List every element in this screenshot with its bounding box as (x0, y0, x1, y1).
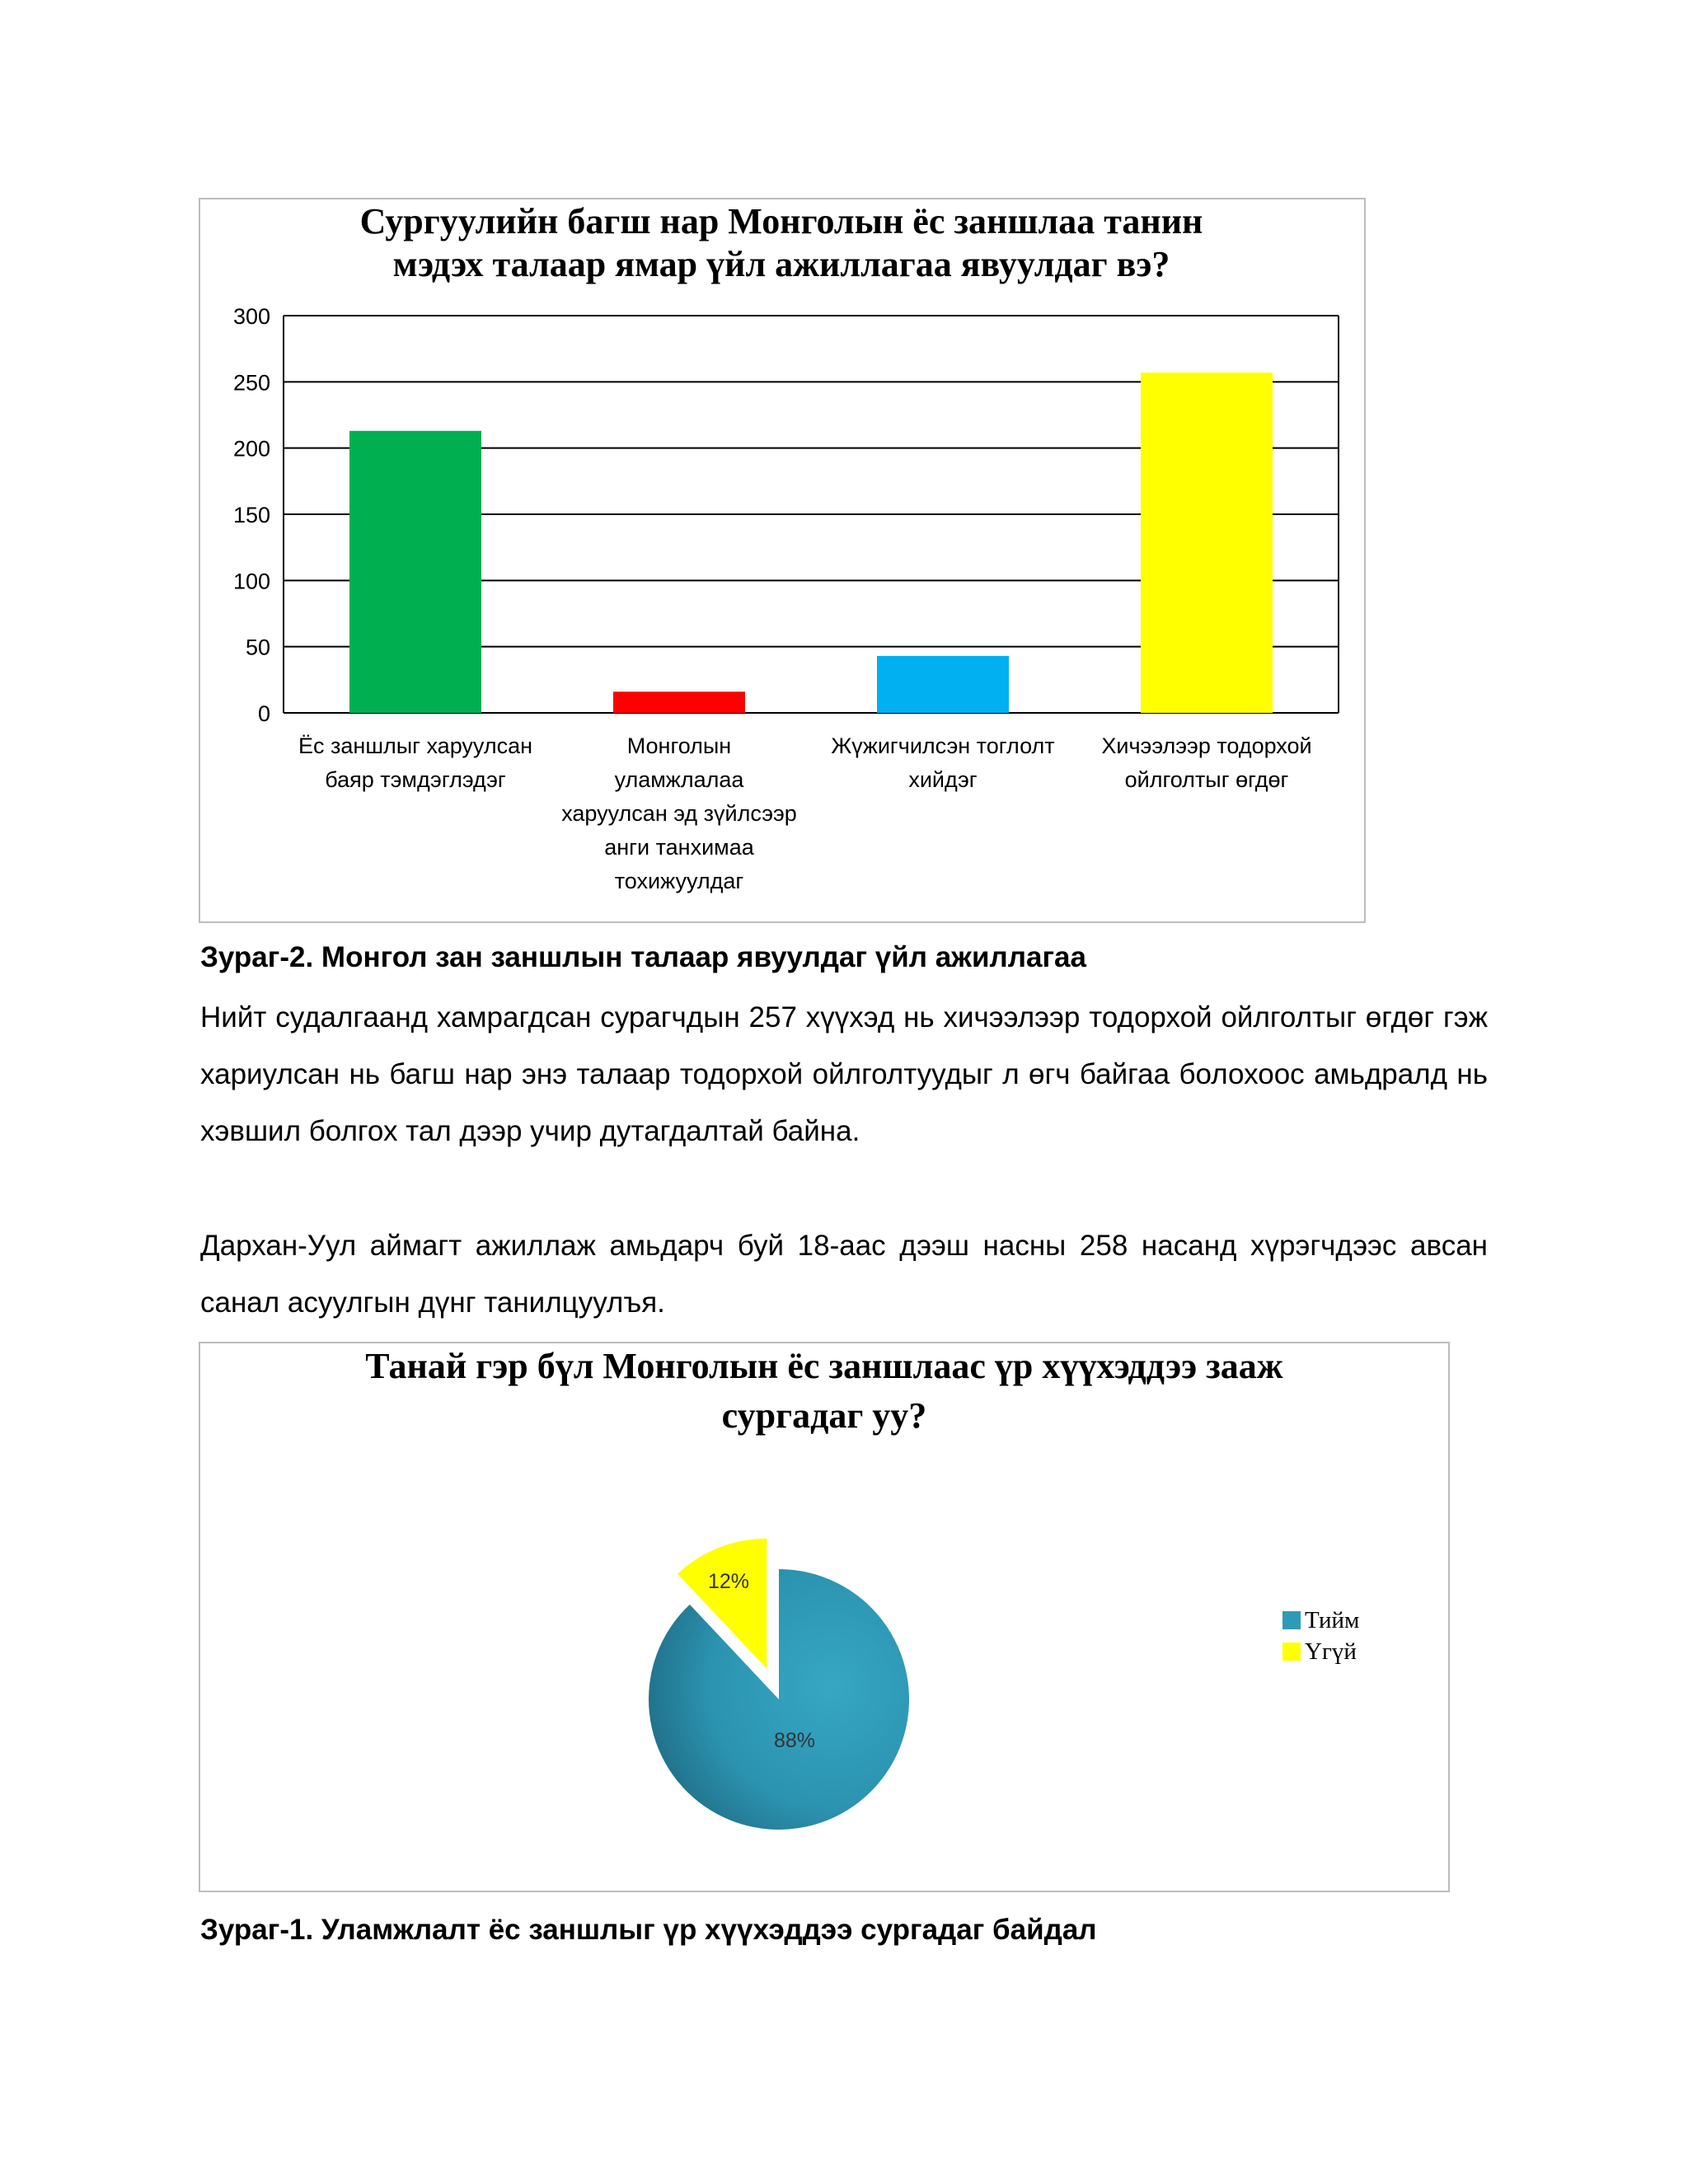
x-category-label: уламжлалаа (614, 767, 744, 792)
chart-title-line: Сургуулийн багш нар Монголын ёс заншлаа танин (359, 201, 1203, 241)
legend-swatch (1282, 1611, 1301, 1629)
paragraph-2: Дархан-Уул аймагт ажиллаж амьдарч буй 18-аас дээш насны 258 насанд хүрэгчдээс авсан санал асуулгын дүнг танилцуулъя. (200, 1230, 1488, 1319)
y-tick-label: 250 (232, 370, 270, 396)
pie-slice-yes (649, 1569, 909, 1830)
pie-data-label-no: 12% (707, 1570, 750, 1593)
bar-chart-frame (199, 198, 1366, 923)
x-category-label: хийдэг (908, 767, 978, 792)
y-tick-label: 50 (245, 635, 270, 660)
legend-label: Үгүй (1305, 1638, 1357, 1665)
pie-chart (200, 1343, 1448, 1891)
x-category-label: тохижуулдаг (614, 869, 744, 893)
legend-swatch (1282, 1643, 1301, 1661)
chart-title-line: мэдэх талаар ямар үйл ажиллагаа явуулдаг вэ? (392, 244, 1170, 284)
chart-title-line: сургадаг уу? (721, 1395, 927, 1436)
bar-chart (200, 199, 1364, 921)
bar (613, 691, 745, 713)
x-category-label: Хичээлээр тодорхой (1101, 733, 1312, 758)
y-tick-label: 150 (232, 503, 270, 527)
x-category-label: ойлголтыг өгдөг (1124, 767, 1289, 792)
x-category-label: анги танхимаа (604, 835, 754, 860)
x-category-label: Монголын (626, 733, 732, 758)
chart-title-line: Танай гэр бүл Монголын ёс заншлаас үр хүүхэддээ зааж (365, 1346, 1283, 1386)
y-tick-label: 100 (232, 569, 270, 594)
x-category-label: харуулсан эд зүйлсээр (561, 801, 797, 826)
y-tick-label: 300 (232, 304, 270, 329)
bar (877, 656, 1009, 713)
y-tick-label: 0 (257, 701, 270, 726)
bar (349, 431, 481, 713)
figure-2-caption: Зураг-2. Монгол зан заншлын талаар явуулдаг үйл ажиллагаа (200, 941, 1086, 973)
x-category-label: баяр тэмдэглэдэг (325, 767, 506, 792)
bar (1141, 373, 1273, 713)
paragraph-1: Нийт судалгаанд хамрагдсан сурагчдын 257 хүүхэд нь хичээлээр тодорхой ойлголтыг өгдөг гэж хариулсан нь багш нар энэ талаар тодорхой ойлголтуудыг л өгч байгаа болохоос амьдралд нь хэвшил болгох тал дээр учир дутагдалтай байна. (200, 1001, 1488, 1147)
y-tick-label: 200 (232, 436, 270, 462)
x-category-label: Жүжигчилсэн тоглолт (831, 733, 1055, 758)
legend-label: Тийм (1305, 1607, 1360, 1633)
x-category-label: Ёс заншлыг харуулсан (298, 733, 533, 758)
pie-data-label-yes: 88% (773, 1729, 816, 1752)
pie-chart-frame (199, 1342, 1450, 1892)
figure-1-caption: Зураг-1. Уламжлалт ёс заншлыг үр хүүхэддээ сургадаг байдал (200, 1914, 1097, 1946)
